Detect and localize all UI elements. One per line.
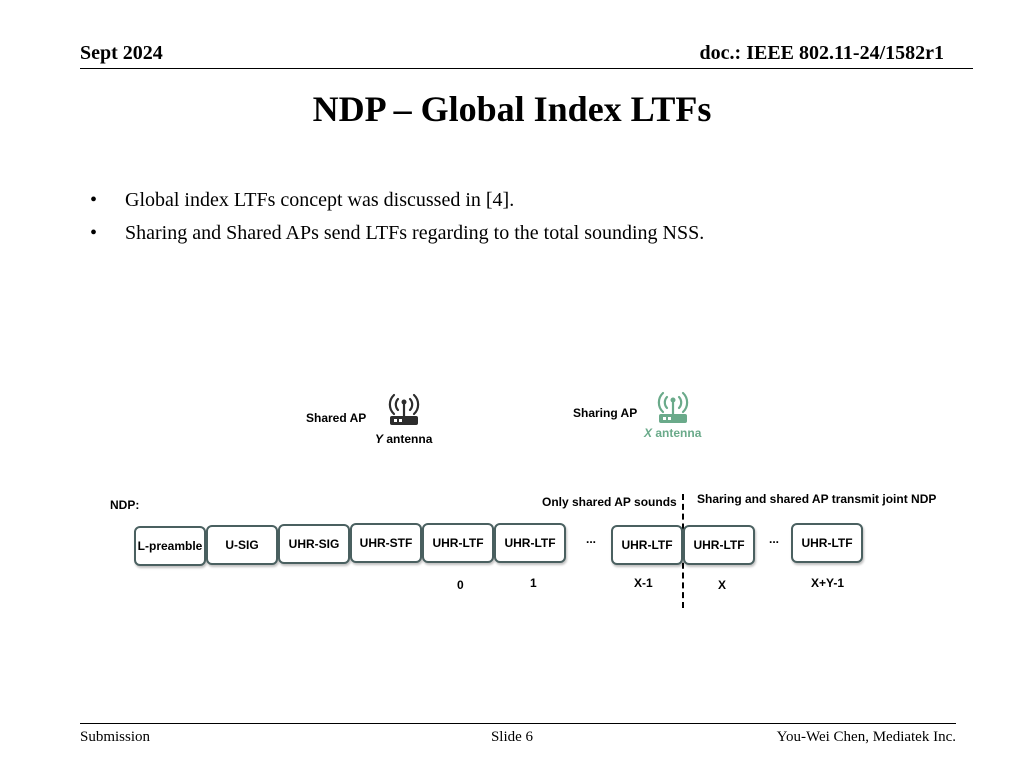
ltf-index: X+Y-1 (811, 576, 845, 590)
antenna-text: antenna (655, 426, 702, 440)
field-box: L-preamble (134, 526, 206, 566)
joint-ndp-label: Sharing and shared AP transmit joint NDP (697, 492, 937, 506)
shared-ap-antenna-label (375, 432, 432, 446)
antenna-count-var: X (644, 426, 653, 440)
only-shared-label: Only shared AP sounds (542, 495, 677, 509)
sharing-ap-label: Sharing AP (573, 406, 638, 420)
field-box: UHR-LTF (611, 525, 683, 565)
router-icon (655, 388, 691, 426)
antenna-count-var: Y (375, 432, 384, 446)
field-box: UHR-LTF (494, 523, 566, 563)
header-doc-id: doc.: IEEE 802.11-24/1582r1 (699, 42, 944, 64)
header-divider (80, 68, 973, 69)
bullet-list (90, 186, 704, 252)
field-box: UHR-STF (350, 523, 422, 563)
footer-submission: Submission (80, 729, 151, 745)
shared-ap-label: Shared AP (306, 411, 367, 425)
ltf-index: X-1 (634, 576, 653, 590)
field-box: UHR-LTF (791, 523, 863, 563)
header-date: Sept 2024 (80, 42, 163, 64)
bullet-item: • Global index LTFs concept was discussed in [4]. (90, 186, 704, 219)
slide-title: NDP – Global Index LTFs (312, 89, 712, 129)
ltf-index: 1 (530, 576, 537, 590)
ellipsis: ... (586, 532, 597, 546)
footer-slide-number: Slide 6 (490, 729, 534, 745)
field-box: U-SIG (206, 525, 278, 565)
bullet-item: • Sharing and Shared APs send LTFs regarding to the total sounding NSS. (90, 219, 704, 252)
router-icon (386, 390, 422, 428)
ltf-index: X (718, 578, 727, 592)
antenna-text: antenna (386, 432, 433, 446)
footer-author: You-Wei Chen, Mediatek Inc. (776, 729, 956, 745)
sharing-ap-antenna-label (644, 426, 701, 440)
field-box: UHR-LTF (683, 525, 755, 565)
field-box: UHR-LTF (422, 523, 494, 563)
footer-divider (80, 723, 956, 724)
field-box: UHR-SIG (278, 524, 350, 564)
ltf-index: 0 (457, 578, 464, 592)
ellipsis: ... (769, 532, 780, 546)
ndp-label: NDP: (110, 498, 140, 512)
